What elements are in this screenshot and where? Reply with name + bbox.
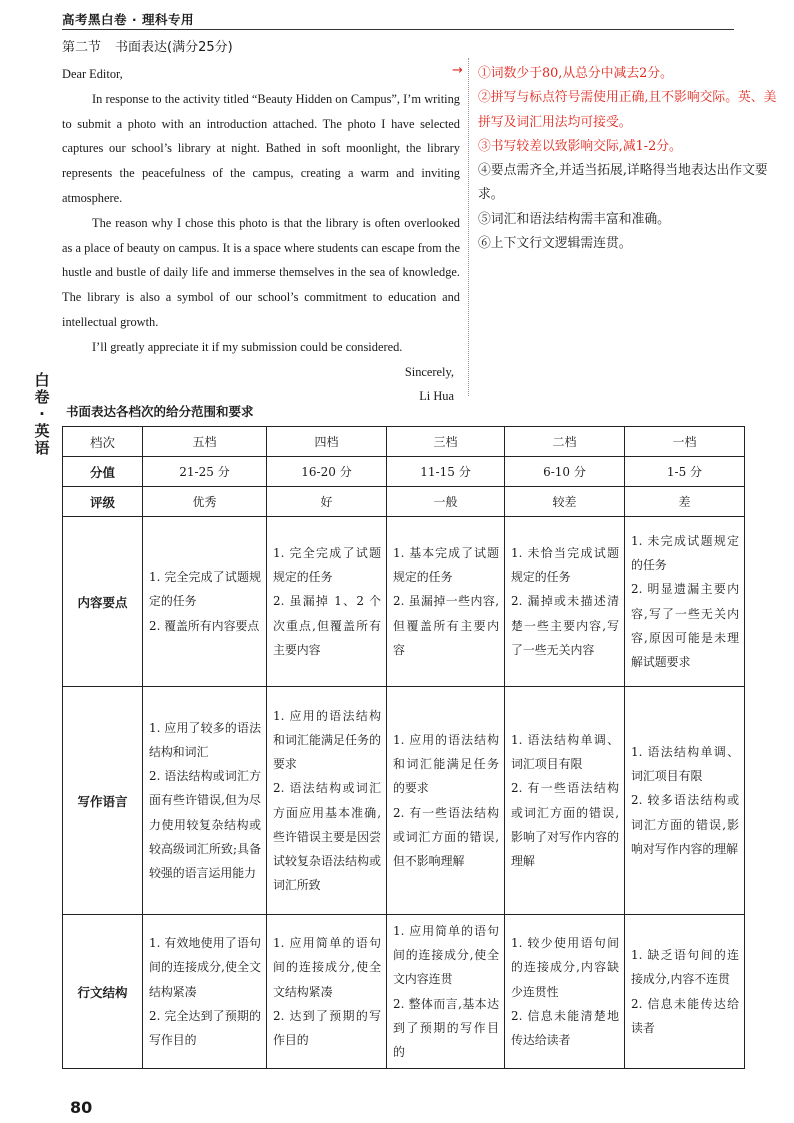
language-cell-2	[505, 687, 625, 915]
note-item-4: ④要点需齐全,并适当拓展,详略得当地表达出作文要求。	[478, 163, 768, 203]
language-label: 写作语言	[63, 687, 143, 915]
page-number: 80	[70, 1098, 93, 1117]
side-tab	[32, 372, 52, 457]
letter-closing: Sincerely,	[404, 364, 454, 379]
content-text-2: 1. 未恰当完成试题规定的任务 2. 漏掉或未描述清楚一些主要内容,写了一些无关内容	[511, 545, 619, 657]
level-5: 五档	[143, 427, 267, 457]
header-divider	[62, 29, 734, 30]
grade-2: 较差	[505, 487, 625, 517]
language-text-3: 1. 应用的语法结构和词汇能满足任务的要求 2. 有一些语法结构或词汇方面的错误,但不影响理解	[393, 732, 499, 868]
structure-cell-1	[625, 915, 745, 1069]
level-3: 三档	[387, 427, 505, 457]
score-label: 分值	[63, 457, 143, 487]
language-cell-4	[267, 687, 387, 915]
side-tab-line1: 白卷	[34, 371, 50, 406]
letter-paragraph-2: The reason why I chose this photo is that the library is often overlooked as a place of beauty on campus. It is a space where students can escape from the hustle and bustle of daily life and immerse themselves in the sea of knowledge. The library is also a symbol of our school’s commitment to education and intellectual growth.	[62, 215, 460, 329]
letter-greeting: Dear Editor,	[62, 67, 123, 81]
side-tab-dot: ·	[39, 405, 45, 423]
score-5: 21-25 分	[143, 457, 267, 487]
structure-text-4: 1. 应用简单的语句间的连接成分,使全文结构紧凑 2. 达到了预期的写作目的	[273, 936, 381, 1047]
language-cell-3	[387, 687, 505, 915]
language-text-1: 1. 语法结构单调、词汇项目有限 2. 较多语法结构或词汇方面的错误,影响对写作内容的理解	[631, 744, 739, 856]
note-item-2: ②拼写与标点符号需使用正确,且不影响交际。英、美拼写及词汇用法均可接受。	[478, 90, 777, 130]
content-label: 内容要点	[63, 517, 143, 687]
grade-5: 优秀	[143, 487, 267, 517]
note-item-5: ⑤词汇和语法结构需丰富和准确。	[478, 211, 670, 227]
content-cell-3	[387, 517, 505, 687]
grade-label: 评级	[63, 487, 143, 517]
note-item-3: ③书写较差以致影响交际,减1-2分。	[478, 138, 682, 154]
language-text-4: 1. 应用的语法结构和词汇能满足任务的要求 2. 语法结构或词汇方面应用基本准确,些许错误主要是因尝试较复杂语法结构或词汇所致	[273, 708, 381, 893]
note-item-6: ⑥上下文行文逻辑需连贯。	[478, 236, 632, 252]
language-cell-5	[143, 687, 267, 915]
level-2: 二档	[505, 427, 625, 457]
structure-cell-4	[267, 915, 387, 1069]
score-4: 16-20 分	[267, 457, 387, 487]
level-header: 档次	[63, 427, 143, 457]
language-text-5: 1. 应用了较多的语法结构和词汇 2. 语法结构或词汇方面有些许错误,但为尽力使用较复杂结构或较高级词汇所致;具备较强的语言运用能力	[149, 720, 261, 880]
scoring-notes	[478, 62, 778, 256]
side-tab-line2: 英语	[34, 422, 50, 457]
rubric-title: 书面表达各档次的给分范围和要求	[66, 404, 254, 419]
section-number: 第二节	[62, 40, 102, 55]
letter-paragraph-1: In response to the activity titled “Beauty Hidden on Campus”, I’m writing to submit a photo with an introduction attached. The photo I have selected captures our school’s library at night. Bathed in soft moonlight, the library represents the peacefulness of the campus, creating a warm and inviting atmosphere.	[62, 91, 460, 205]
rubric-content-row	[63, 517, 745, 687]
content-text-5: 1. 完全完成了试题规定的任务 2. 覆盖所有内容要点	[149, 570, 261, 633]
book-header-title: 高考黑白卷 · 理科专用	[62, 12, 194, 27]
section-title: 书面表达(满分25分)	[115, 40, 233, 55]
score-3: 11-15 分	[387, 457, 505, 487]
structure-text-3: 1. 应用简单的语句间的连接成分,使全文内容连贯 2. 整体而言,基本达到了预期的写作目的	[393, 924, 499, 1060]
language-text-2: 1. 语法结构单调、词汇项目有限 2. 有一些语法结构或词汇方面的错误,影响了对写作内容的理解	[511, 732, 619, 868]
rubric-structure-row	[63, 915, 745, 1069]
model-essay	[62, 62, 460, 409]
rubric-header-row	[63, 427, 745, 457]
rubric-language-row	[63, 687, 745, 915]
structure-cell-3	[387, 915, 505, 1069]
grade-4: 好	[267, 487, 387, 517]
structure-text-2: 1. 较少使用语句间的连接成分,内容缺少连贯性 2. 信息未能清楚地传达给读者	[511, 936, 619, 1047]
letter-signature: Li Hua	[419, 389, 454, 404]
section-heading	[62, 36, 233, 55]
content-cell-5	[143, 517, 267, 687]
content-cell-2	[505, 517, 625, 687]
score-2: 6-10 分	[505, 457, 625, 487]
structure-label: 行文结构	[63, 915, 143, 1069]
rubric-grade-row	[63, 487, 745, 517]
level-4: 四档	[267, 427, 387, 457]
grade-1: 差	[625, 487, 745, 517]
content-text-1: 1. 未完成试题规定的任务 2. 明显遗漏主要内容,写了一些无关内容,原因可能是未理解试题要求	[631, 533, 739, 669]
structure-text-1: 1. 缺乏语句间的连接成分,内容不连贯 2. 信息未能传达给读者	[631, 948, 739, 1035]
content-cell-4	[267, 517, 387, 687]
content-cell-1	[625, 517, 745, 687]
letter-paragraph-3: I’ll greatly appreciate it if my submission could be considered.	[92, 339, 403, 354]
structure-text-5: 1. 有效地使用了语句间的连接成分,使全文结构紧凑 2. 完全达到了预期的写作目的	[149, 936, 261, 1047]
level-1: 一档	[625, 427, 745, 457]
column-divider	[468, 58, 469, 396]
score-1: 1-5 分	[625, 457, 745, 487]
arrow-right-icon: →	[452, 63, 463, 78]
content-text-3: 1. 基本完成了试题规定的任务 2. 虽漏掉一些内容,但覆盖所有主要内容	[393, 545, 499, 657]
grade-3: 一般	[387, 487, 505, 517]
rubric-score-row	[63, 457, 745, 487]
language-cell-1	[625, 687, 745, 915]
content-text-4: 1. 完全完成了试题规定的任务 2. 虽漏掉 1、2 个次重点,但覆盖所有主要内容	[273, 545, 381, 657]
structure-cell-5	[143, 915, 267, 1069]
structure-cell-2	[505, 915, 625, 1069]
note-item-1: ①词数少于80,从总分中减去2分。	[478, 66, 673, 81]
rubric-table	[62, 426, 745, 1069]
